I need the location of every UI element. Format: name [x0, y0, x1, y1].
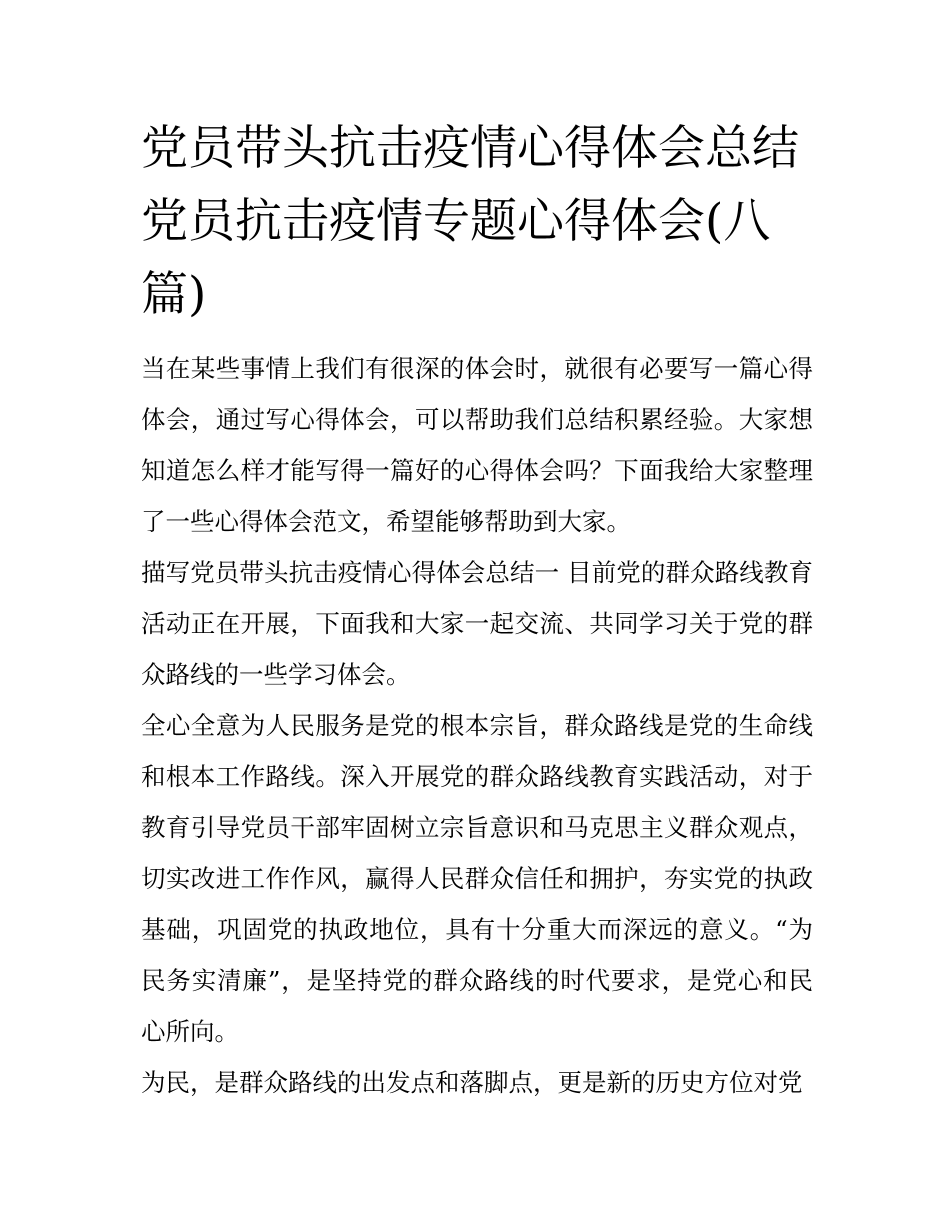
paragraph-for-people: 为民，是群众路线的出发点和落脚点，更是新的历史方位对党	[141, 1068, 803, 1097]
document-body	[141, 343, 813, 1108]
paragraph-section-one: 描写党员带头抗击疫情心得体会总结一 目前党的群众路线教育活动正在开展，下面我和大家一起交流、共同学习关于党的群众路线的一些学习体会。	[141, 558, 813, 689]
paragraph-intro: 当在某些事情上我们有很深的体会时，就很有必要写一篇心得体会，通过写心得体会，可以帮助我们总结积累经验。大家想知道怎么样才能写得一篇好的心得体会吗？下面我给大家整理了一些心得体会范文，希望能够帮助到大家。	[141, 354, 813, 536]
paragraph-service: 全心全意为人民服务是党的根本宗旨，群众路线是党的生命线和根本工作路线。深入开展党的群众路线教育实践活动，对于教育引导党员干部牢固树立宗旨意识和马克思主义群众观点，切实改进工作作风，赢得人民群众信任和拥护，夯实党的执政基础，巩固党的执政地位，具有十分重大而深远的意义。“为民务实清廉”，是坚持党的群众路线的时代要求，是党心和民心所向。	[141, 711, 813, 1046]
document-page	[141, 112, 813, 1108]
document-title: 党员带头抗击疫情心得体会总结 党员抗击疫情专题心得体会(八篇)	[141, 121, 799, 322]
